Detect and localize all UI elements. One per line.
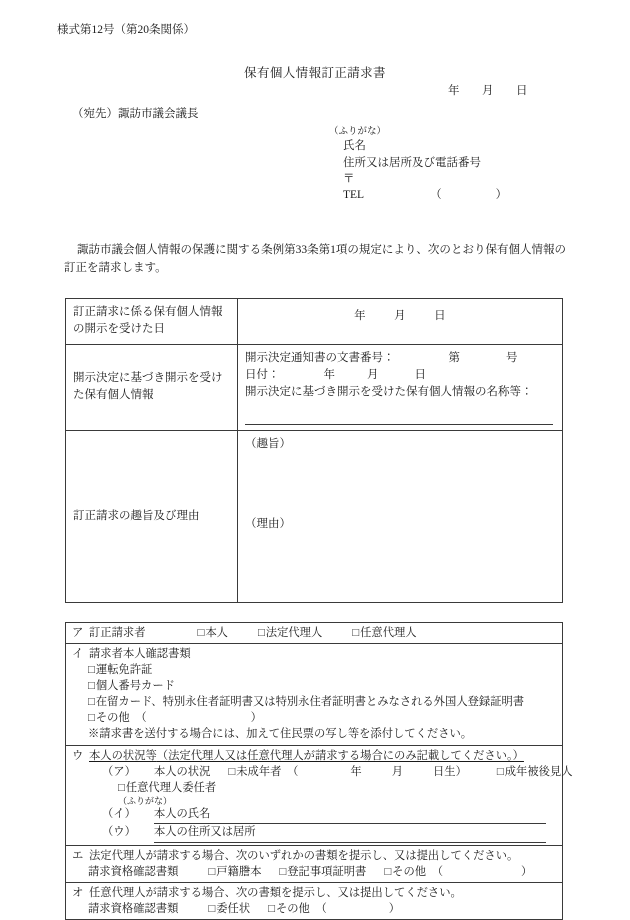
date-day-label: 日 bbox=[516, 85, 528, 97]
disclosed-info-value[interactable] bbox=[238, 344, 563, 431]
checkbox-requester-legal-agent[interactable]: □ 法定代理人 bbox=[258, 627, 322, 639]
table-row bbox=[66, 431, 563, 603]
applicant-furigana-label: （ふりがな） bbox=[329, 127, 387, 137]
legal-agent-other-paren-close: ） bbox=[521, 865, 533, 878]
identity-documents-row bbox=[66, 644, 563, 746]
identity-option-residence-card-line bbox=[72, 694, 558, 710]
voluntary-agent-other-paren-close: ） bbox=[388, 902, 401, 915]
table-row bbox=[66, 745, 563, 845]
document-number-gou: 号 bbox=[506, 351, 518, 364]
date-year-label: 年 bbox=[448, 85, 460, 97]
document-date-month: 月 bbox=[367, 368, 379, 381]
checkbox-requester-voluntary-agent[interactable]: □ 任意代理人 bbox=[352, 627, 416, 639]
form-number: 様式第12号（第20条関係） bbox=[57, 24, 195, 36]
date-month-label: 月 bbox=[482, 85, 494, 97]
checkbox-power-of-attorney[interactable]: □ 委任状 bbox=[208, 903, 250, 915]
voluntary-agent-title: 任意代理人が請求する場合、次の書類を提示し、又は提出してください。 bbox=[89, 886, 462, 899]
identity-documents-note: ※請求書を送付する場合には、加えて住民票の写し等を添付してください。 bbox=[88, 728, 473, 741]
person-name-input[interactable] bbox=[154, 806, 546, 824]
document-date-day: 日 bbox=[414, 368, 426, 381]
applicant-address-label: 住所又は居所及び電話番号 bbox=[343, 156, 481, 169]
checklist-table bbox=[65, 622, 573, 920]
page-title: 保有個人情報訂正請求書 bbox=[244, 66, 386, 80]
main-request-table bbox=[65, 298, 563, 603]
checkbox-voluntary-agent-delegator[interactable]: □ 任意代理人委任者 bbox=[118, 782, 216, 794]
table-row bbox=[66, 299, 563, 345]
marker-a: ア bbox=[72, 627, 84, 639]
person-address-line bbox=[72, 824, 558, 842]
checkbox-drivers-license[interactable]: □ 運転免許証 bbox=[88, 664, 152, 676]
document-number-dai: 第 bbox=[448, 351, 460, 364]
legal-agent-title-line bbox=[72, 848, 558, 864]
table-row bbox=[66, 623, 563, 644]
checkbox-minor[interactable]: □ 未成年者 （ bbox=[228, 766, 298, 778]
submission-date-line bbox=[448, 83, 528, 100]
requester-type-row bbox=[66, 623, 563, 644]
checkbox-residence-card[interactable]: □ 在留カード、特別永住者証明書又は特別永住者証明書とみなされる外国人登録証明書 bbox=[88, 696, 524, 708]
checkbox-family-register[interactable]: □ 戸籍謄本 bbox=[208, 866, 261, 878]
telephone-paren-close: ） bbox=[495, 189, 508, 202]
legal-agent-sub-label: 請求資格確認書類 bbox=[88, 865, 179, 878]
document-date-line bbox=[245, 367, 555, 384]
person-status-title-note: （法定代理人又は任意代理人が請求する場合にのみ記載してください。） bbox=[156, 749, 524, 762]
identity-documents-title: 請求者本人確認書類 bbox=[89, 648, 191, 661]
person-name-line bbox=[72, 806, 558, 824]
table-row bbox=[66, 344, 563, 431]
checkbox-registration-certificate[interactable]: □ 登記事項証明書 bbox=[279, 866, 366, 878]
person-status-title: 本人の状況等 bbox=[89, 749, 157, 762]
document-date-label: 日付： bbox=[245, 368, 280, 381]
applicant-block bbox=[329, 126, 507, 204]
checkbox-adult-ward[interactable]: □ 成年被後見人 bbox=[497, 766, 573, 778]
person-address-input[interactable] bbox=[154, 824, 546, 842]
applicant-telephone-row bbox=[343, 187, 507, 203]
person-status-sub-a-second-line bbox=[72, 780, 558, 796]
postal-code-symbol: 〒 bbox=[343, 173, 355, 185]
disclosure-received-date-label: 訂正請求に係る保有個人情報の開示を受けた日 bbox=[66, 299, 238, 345]
person-status-row bbox=[66, 745, 573, 845]
disclosed-info-name-input[interactable] bbox=[245, 407, 553, 425]
person-status-title-line bbox=[72, 748, 558, 764]
person-status-label: 本人の状況 bbox=[153, 765, 211, 778]
table-row bbox=[66, 845, 563, 882]
identity-other-paren-close: ） bbox=[250, 712, 262, 725]
identity-option-other-line bbox=[72, 710, 558, 726]
person-address-label: 本人の住所又は居所 bbox=[153, 826, 256, 839]
checkbox-identity-other[interactable]: □ その他 （ bbox=[88, 712, 147, 724]
checkbox-voluntary-agent-other[interactable]: □ その他 （ bbox=[268, 903, 327, 915]
disclosed-info-label: 開示決定に基づき開示を受けた保有個人情報 bbox=[66, 344, 238, 431]
addressee: （宛先）諏訪市議会議長 bbox=[72, 108, 199, 120]
body-paragraph: 諏訪市議会個人情報の保護に関する条例第33条第1項の規定により、次のとおり保有個人情報の訂正を請求します。 bbox=[64, 244, 566, 274]
disclosure-date-month-label: 月 bbox=[394, 310, 406, 322]
sub-marker-u: （ウ） bbox=[102, 826, 136, 839]
purpose-reason-value[interactable] bbox=[238, 431, 563, 603]
person-status-sub-a-line bbox=[72, 764, 573, 780]
document-number-label: 開示決定通知書の文書番号： bbox=[245, 351, 395, 364]
sub-marker-i: （イ） bbox=[102, 808, 136, 821]
minor-birth-day: 日生） bbox=[433, 765, 467, 778]
marker-i: イ bbox=[72, 648, 84, 661]
requester-type-line bbox=[72, 625, 558, 641]
minor-birth-year: 年 bbox=[350, 765, 362, 778]
disclosure-received-date-value[interactable] bbox=[238, 299, 563, 345]
marker-e: エ bbox=[72, 849, 84, 862]
applicant-name-label: 氏名 bbox=[343, 140, 366, 153]
document-number-line bbox=[245, 350, 555, 367]
purpose-subheading: （趣旨） bbox=[245, 438, 291, 451]
identity-option-license-line bbox=[72, 662, 558, 678]
voluntary-agent-sub-label: 請求資格確認書類 bbox=[88, 902, 179, 915]
identity-option-mynumber-line bbox=[72, 678, 558, 694]
disclosure-date-year-label: 年 bbox=[354, 310, 366, 322]
telephone-paren-open: （ bbox=[430, 189, 442, 202]
checkbox-legal-agent-other[interactable]: □ その他 （ bbox=[384, 866, 443, 878]
marker-u: ウ bbox=[72, 749, 84, 762]
legal-agent-title: 法定代理人が請求する場合、次のいずれかの書類を提示し、又は提出してください。 bbox=[89, 849, 519, 862]
table-row bbox=[66, 882, 563, 919]
legal-agent-documents-row bbox=[66, 845, 563, 882]
table-row bbox=[66, 644, 563, 746]
voluntary-agent-title-line bbox=[72, 885, 558, 901]
checkbox-requester-self[interactable]: □ 本人 bbox=[198, 627, 228, 639]
document-date-year: 年 bbox=[323, 368, 335, 381]
person-name-label: 本人の氏名 bbox=[153, 808, 211, 821]
sub-marker-a: （ア） bbox=[102, 765, 136, 778]
purpose-reason-label: 訂正請求の趣旨及び理由 bbox=[66, 431, 238, 603]
voluntary-agent-options-line bbox=[72, 901, 558, 917]
identity-documents-title-line bbox=[72, 646, 558, 662]
voluntary-agent-documents-row bbox=[66, 882, 563, 919]
disclosure-date-fields bbox=[245, 304, 555, 325]
disclosure-date-day-label: 日 bbox=[434, 310, 446, 322]
requester-type-title: 訂正請求者 bbox=[89, 627, 146, 639]
minor-birth-month: 月 bbox=[391, 765, 403, 778]
telephone-label: TEL bbox=[343, 189, 365, 202]
person-name-furigana-label: （ふりがな） bbox=[118, 795, 173, 806]
reason-subheading: （理由） bbox=[245, 517, 291, 530]
disclosed-info-name-label: 開示決定に基づき開示を受けた保有個人情報の名称等： bbox=[245, 386, 533, 398]
legal-agent-options-line bbox=[72, 864, 558, 880]
marker-o: オ bbox=[72, 886, 84, 899]
checkbox-individual-number-card[interactable]: □ 個人番号カード bbox=[88, 680, 175, 692]
